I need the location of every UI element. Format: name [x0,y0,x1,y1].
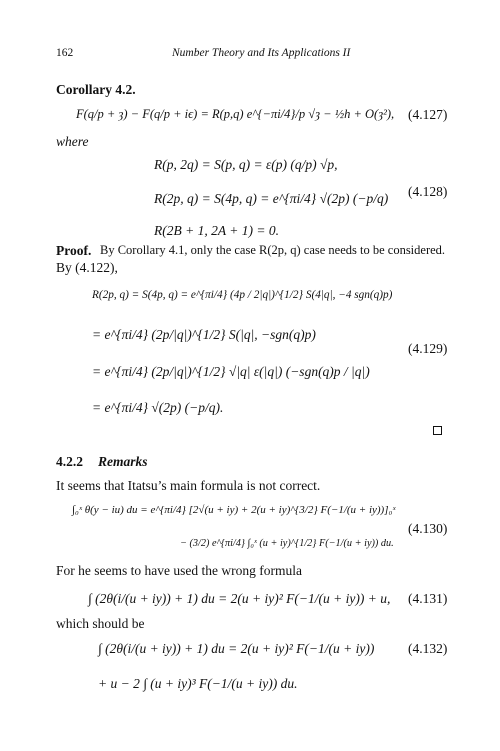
equation-4-129-line4: = e^{πi/4} √(2p) (−p/q). [92,400,224,415]
section-title: Remarks [98,454,148,469]
remarks-text-line2: For he seems to have used the wrong formula [56,563,302,578]
page-number: 162 [56,47,74,59]
section-number: 4.2.2 [56,454,83,469]
equation-number-4-131: (4.131) [408,591,448,606]
remarks-text-line3: which should be [56,616,145,631]
equation-number-4-129: (4.129) [408,341,448,356]
equation-4-130-line1: ∫₀ˣ θ(y − iu) du = e^{πi/4} [2√(u + iy) + 2(u + iy)^{3/2} F(−1/(u + iy))]₀ˣ [72,504,396,516]
equation-number-4-128: (4.128) [408,184,448,199]
equation-number-4-127: (4.127) [408,107,448,122]
equation-4-131: ∫ (2θ(i/(u + iy)) + 1) du = 2(u + iy)² F(−1/(u + iy)) + u, [88,591,391,606]
remarks-text-line1: It seems that Itatsu’s main formula is not correct. [56,478,321,493]
equation-4-132-line1: ∫ (2θ(i/(u + iy)) + 1) du = 2(u + iy)² F(−1/(u + iy)) [98,641,375,656]
equation-4-127: F(q/p + ȝ) − F(q/p + iϵ) = R(p,q) e^{−πi/4}/p √ȝ − ½h + O(ȝ²), [76,107,395,121]
equation-4-128-line3: R(2B + 1, 2A + 1) = 0. [154,223,279,238]
equation-4-128-line1: R(p, 2q) = S(p, q) = ε(p) (q/p) √p, [154,157,338,172]
equation-number-4-132: (4.132) [408,641,448,656]
where-label: where [56,134,89,149]
equation-4-130-line2: − (3/2) e^{πi/4} ∫₀ˣ (u + iy)^{1/2} F(−1/(u + iy)) du. [180,538,394,549]
equation-number-4-130: (4.130) [408,521,448,536]
equation-4-129-line3: = e^{πi/4} (2p/|q|)^{1/2} √|q| ε(|q|) (−sgn(q)p / |q|) [92,364,370,379]
equation-4-128-line2: R(2p, q) = S(4p, q) = e^{πi/4} √(2p) (−p/q) [154,191,389,206]
running-title: Number Theory and Its Applications II [172,47,351,59]
corollary-title: Corollary 4.2. [56,82,136,97]
proof-label: Proof. [56,243,92,258]
equation-4-132-line2: + u − 2 ∫ (u + iy)³ F(−1/(u + iy)) du. [98,676,298,691]
equation-4-129-line1: R(2p, q) = S(4p, q) = e^{πi/4} (4p / 2|q|)^{1/2} S(4|q|, −4 sgn(q)p) [92,289,393,301]
qed-symbol [433,426,442,435]
proof-text-line2: By (4.122), [56,260,118,275]
equation-4-129-line2: = e^{πi/4} (2p/|q|)^{1/2} S(|q|, −sgn(q)p) [92,327,316,342]
proof-text-line1: By Corollary 4.1, only the case R(2p, q) case needs to be considered. [100,243,446,257]
